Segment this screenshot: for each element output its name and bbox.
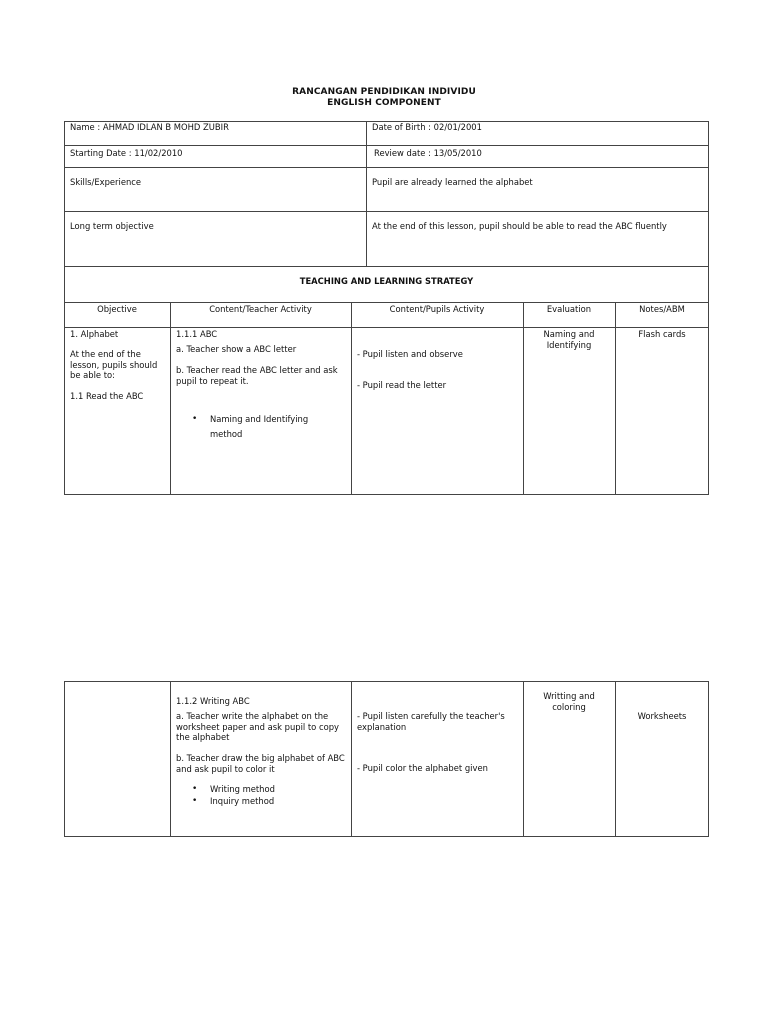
pupil-activity: - Pupil color the alphabet given (357, 763, 488, 773)
column-header-teacher-activity: Content/Teacher Activity (209, 304, 312, 314)
document-title: RANCANGAN PENDIDIKAN INDIVIDU (292, 87, 476, 97)
document-subtitle: ENGLISH COMPONENT (327, 98, 441, 108)
strategy-heading: TEACHING AND LEARNING STRATEGY (299, 276, 474, 286)
column-header-notes: Notes/ABM (639, 304, 685, 314)
column-header-objective: Objective (97, 304, 137, 314)
objective-title: 1. Alphabet (70, 329, 119, 339)
pupil-activity: - Pupil listen and observe (357, 349, 463, 359)
method-item: • Writing method (176, 784, 336, 796)
row-divider (64, 167, 709, 168)
long-term-objective-value: At the end of this lesson, pupil should be able to read the ABC fluently (372, 221, 667, 231)
objective-description: At the end of the lesson, pupils should be able to: (70, 349, 158, 380)
teacher-activity-title: 1.1.1 ABC (176, 329, 218, 339)
teacher-activity-step: b. Teacher read the ABC letter and ask pupil to repeat it. (176, 365, 338, 386)
row-divider (64, 266, 709, 267)
row-divider (64, 211, 709, 212)
date-of-birth: Date of Birth : 02/01/2001 (372, 122, 482, 132)
evaluation-value: Writting and coloring (543, 691, 595, 712)
skills-value: Pupil are already learned the alphabet (372, 177, 533, 187)
teacher-activity-step: b. Teacher draw the big alphabet of ABC and ask pupil to color it (176, 753, 345, 774)
pupil-activity: - Pupil read the letter (357, 380, 447, 390)
column-divider (615, 681, 616, 837)
column-divider (351, 681, 352, 837)
column-header-pupils-activity: Content/Pupils Activity (389, 304, 485, 314)
column-divider (170, 302, 171, 495)
pupil-activity: - Pupil listen carefully the teacher's explanation (357, 711, 505, 732)
column-divider (523, 302, 524, 495)
teacher-activity-title: 1.1.2 Writing ABC (176, 696, 250, 706)
column-divider (366, 121, 367, 266)
teacher-activity-step: a. Teacher write the alphabet on the worksheet paper and ask pupil to copy the alphabet (176, 711, 339, 742)
review-date: Review date : 13/05/2010 (374, 148, 482, 158)
student-name: Name : AHMAD IDLAN B MOHD ZUBIR (70, 122, 229, 132)
notes-value: Flash cards (638, 329, 686, 339)
row-divider (64, 145, 709, 146)
evaluation-value: Naming and Identifying (543, 329, 595, 350)
column-divider (170, 681, 171, 837)
method-list (176, 784, 336, 807)
starting-date: Starting Date : 11/02/2010 (70, 148, 183, 158)
row-divider (64, 302, 709, 303)
column-divider (523, 681, 524, 837)
column-header-evaluation: Evaluation (546, 304, 592, 314)
method-list (176, 412, 336, 442)
objective-item: 1.1 Read the ABC (70, 391, 144, 401)
teacher-activity-step: a. Teacher show a ABC letter (176, 344, 297, 354)
skills-label: Skills/Experience (70, 177, 142, 187)
plan-table-continued (64, 681, 709, 837)
method-item: • Inquiry method (176, 796, 336, 808)
row-divider (64, 327, 709, 328)
method-item: • Naming and Identifying method (176, 412, 336, 442)
column-divider (351, 302, 352, 495)
notes-value: Worksheets (637, 711, 687, 721)
long-term-objective-label: Long term objective (70, 221, 154, 231)
